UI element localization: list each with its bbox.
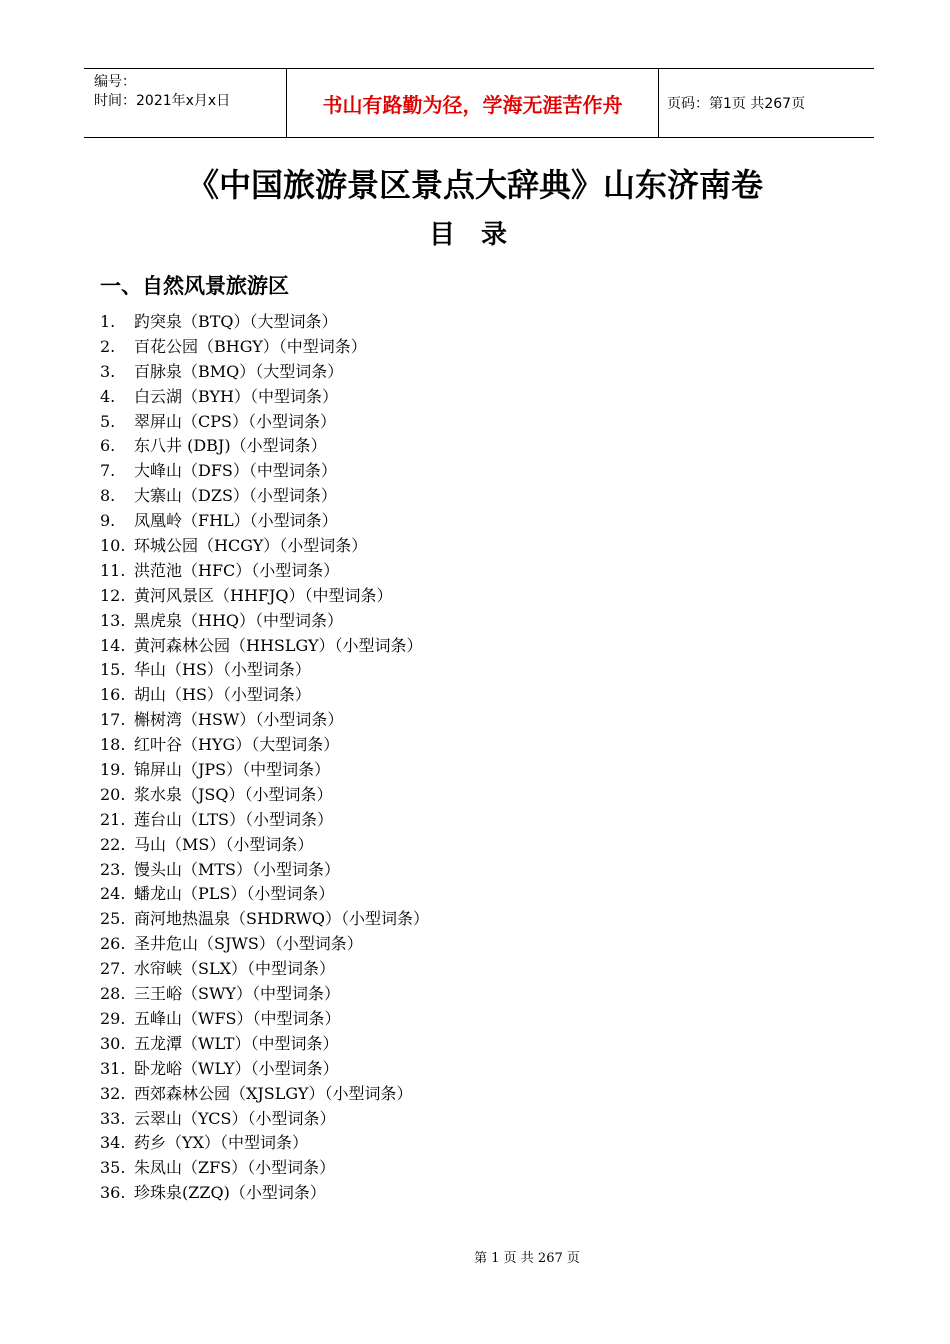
toc-entry-text: 大峰山（DFS）（中型词条） [134,461,337,481]
toc-entry [100,509,429,534]
toc-entry [100,1057,429,1082]
toc-entry-number: 31. [100,1058,126,1078]
toc-entry-text: 药乡（YX）（中型词条） [134,1133,308,1153]
toc-entry-number: 7. [100,461,116,481]
toc-entry [100,907,429,932]
toc-entry [100,484,429,509]
toc-list [100,310,429,1206]
toc-entry [100,1181,429,1206]
toc-entry-text: 趵突泉（BTQ）（大型词条） [134,312,338,331]
header-motto-cell [286,69,659,137]
header-page-cell [659,69,874,137]
toc-entry-text: 华山（HS）（小型词条） [134,660,311,680]
toc-entry [100,808,429,833]
toc-entry-text: 百脉泉（BMQ）（大型词条） [134,361,344,381]
toc-entry [100,783,429,808]
toc-entry-number: 9. [100,511,116,531]
toc-entry-number: 17. [100,710,126,730]
time-label: 时间：2021年x月x日 [94,93,231,109]
toc-entry [100,1082,429,1107]
toc-entry-text: 朱凤山（ZFS）（小型词条） [134,1158,336,1178]
toc-entry-text: 三王峪（SWY）（中型词条） [134,984,340,1004]
toc-entry [100,858,429,883]
toc-entry [100,1156,429,1181]
toc-entry [100,310,429,335]
toc-entry-number: 36. [100,1183,126,1203]
toc-entry-text: 环城公园（HCGY）（小型词条） [134,536,368,556]
toc-entry-text: 黑虎泉（HHQ）（中型词条） [134,610,344,630]
toc-entry-text: 水帘峡（SLX）（中型词条） [134,959,335,979]
toc-entry [100,335,429,360]
toc-entry-number: 12. [100,585,126,605]
number-label: 编号： [94,74,136,90]
motto-text: 书山有路勤为径，学海无涯苦作舟 [322,92,623,117]
toc-entry-number: 3. [100,361,116,381]
toc-entry [100,459,429,484]
toc-heading: 目录 [428,220,533,250]
toc-entry [100,1007,429,1032]
toc-entry-number: 25. [100,909,126,929]
toc-entry [100,758,429,783]
toc-entry-number: 10. [100,536,126,556]
toc-entry-number: 15. [100,660,126,680]
toc-entry-number: 23. [100,859,126,879]
toc-entry-number: 32. [100,1083,126,1103]
document-title: 《中国旅游景区景点大辞典》山东济南卷 [186,166,763,204]
toc-entry-text: 百花公园（BHGY）（中型词条） [134,336,367,356]
toc-entry-number: 27. [100,959,126,979]
toc-entry-text: 五龙潭（WLT）（中型词条） [134,1033,339,1053]
toc-entry-number: 14. [100,635,126,655]
toc-entry [100,434,429,459]
toc-entry-text: 五峰山（WFS）（中型词条） [134,1008,341,1028]
toc-entry-number: 28. [100,984,126,1004]
toc-entry [100,584,429,609]
toc-entry-text: 槲树湾（HSW）（小型词条） [134,710,344,730]
toc-entry-number: 8. [100,486,116,506]
header-meta-cell [84,69,286,137]
toc-entry-number: 1. [100,312,116,331]
toc-entry-text: 圣井危山（SJWS）（小型词条） [134,934,363,954]
toc-entry-number: 34. [100,1133,126,1153]
toc-entry-number: 29. [100,1008,126,1028]
toc-entry [100,683,429,708]
toc-entry-text: 红叶谷（HYG）（大型词条） [134,735,340,755]
toc-entry [100,1032,429,1057]
toc-entry [100,708,429,733]
toc-entry-number: 2. [100,336,116,356]
toc-entry-number: 5. [100,411,116,431]
toc-entry-number: 30. [100,1033,126,1053]
toc-entry-number: 18. [100,735,126,755]
toc-entry-number: 22. [100,834,126,854]
toc-entry-text: 蟠龙山（PLS）（小型词条） [134,884,335,904]
toc-entry-number: 21. [100,809,126,829]
toc-entry-number: 33. [100,1108,126,1128]
header-table [84,68,874,138]
toc-entry [100,658,429,683]
toc-entry-text: 黄河森林公园（HHSLGY）（小型词条） [134,635,423,655]
toc-entry-text: 胡山（HS）（小型词条） [134,685,311,705]
toc-entry-number: 35. [100,1158,126,1178]
toc-entry [100,882,429,907]
toc-entry-text: 莲台山（LTS）（小型词条） [134,809,333,829]
toc-entry [100,385,429,410]
toc-entry-number: 16. [100,685,126,705]
toc-entry-text: 云翠山（YCS）（小型词条） [134,1108,336,1128]
toc-entry-number: 4. [100,386,116,406]
toc-entry-text: 卧龙峪（WLY）（小型词条） [134,1058,339,1078]
toc-entry [100,833,429,858]
toc-entry [100,360,429,385]
section-heading: 一、自然风景旅游区 [100,274,289,298]
toc-entry-number: 13. [100,610,126,630]
toc-entry [100,410,429,435]
toc-entry-text: 珍珠泉(ZZQ)（小型词条） [134,1183,326,1203]
toc-entry [100,932,429,957]
toc-entry-number: 19. [100,760,126,780]
toc-entry [100,957,429,982]
toc-entry-text: 馒头山（MTS）（小型词条） [134,859,341,879]
toc-entry-text: 白云湖（BYH）（中型词条） [134,386,338,406]
page-footer: 第 1 页 共 267 页 [474,1251,580,1266]
toc-entry-text: 凤凰岭（FHL）（小型词条） [134,511,338,531]
toc-entry [100,634,429,659]
toc-entry-text: 商河地热温泉（SHDRWQ）（小型词条） [134,909,430,929]
toc-entry [100,733,429,758]
toc-entry-text: 马山（MS）（小型词条） [134,834,314,854]
toc-entry-text: 洪范池（HFC）（小型词条） [134,560,340,580]
toc-entry-text: 东八井 (DBJ)（小型词条） [134,436,327,456]
toc-entry [100,1131,429,1156]
toc-entry [100,609,429,634]
toc-entry-text: 浆水泉（JSQ）（小型词条） [134,784,333,804]
toc-entry-text: 大寨山（DZS）（小型词条） [134,486,337,506]
toc-entry-number: 20. [100,784,126,804]
toc-entry-number: 11. [100,560,126,580]
toc-entry-text: 翠屏山（CPS）（小型词条） [134,411,336,431]
toc-entry [100,982,429,1007]
toc-entry [100,1107,429,1132]
toc-entry [100,559,429,584]
toc-entry-number: 26. [100,934,126,954]
toc-entry [100,534,429,559]
toc-entry-number: 24. [100,884,126,904]
page-info: 页码：第1页 共267页 [667,96,806,112]
toc-entry-text: 黄河风景区（HHFJQ）（中型词条） [134,585,393,605]
toc-entry-text: 西郊森林公园（XJSLGY）（小型词条） [134,1083,413,1103]
toc-entry-text: 锦屏山（JPS）（中型词条） [134,760,331,780]
toc-entry-number: 6. [100,436,116,456]
